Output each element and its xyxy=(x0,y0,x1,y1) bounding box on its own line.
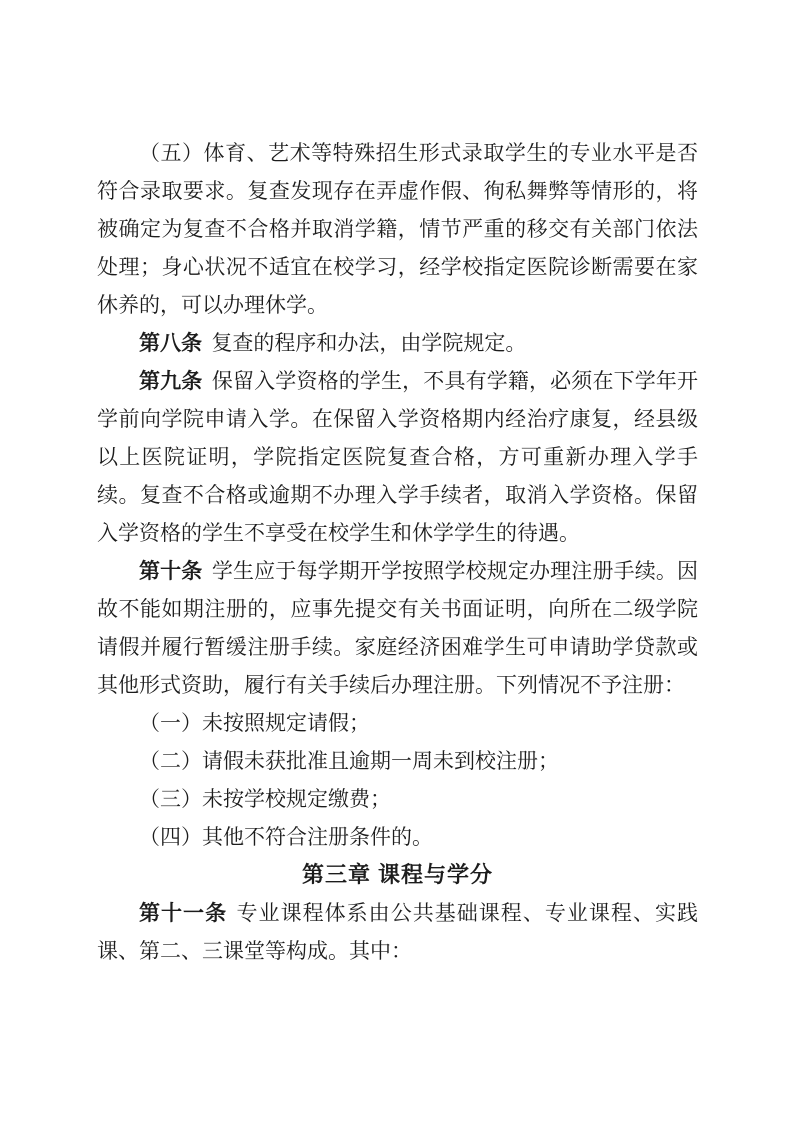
article-9-number: 第九条 xyxy=(139,369,203,393)
document-body xyxy=(97,134,698,970)
paragraph-article-10 xyxy=(97,552,698,704)
article-10-text: 学生应于每学期开学按照学校规定办理注册手续。因故不能如期注册的，应事先提交有关书面证明，向所在二级学院请假并履行暂缓注册手续。家庭经济困难学生可申请助学贷款或其他形式资助，履行有关手续后办理注册。下列情况不予注册： xyxy=(97,559,699,697)
article-11-text: 专业课程体系由公共基础课程、专业课程、实践课、第二、三课堂等构成。其中： xyxy=(97,901,698,963)
paragraph-article-11 xyxy=(97,894,698,970)
chapter-heading: 第三章 课程与学分 xyxy=(301,862,494,887)
paragraph-article-9 xyxy=(97,362,698,552)
article-8-text: 复查的程序和办法，由学院规定。 xyxy=(211,331,527,355)
paragraph-article-8 xyxy=(97,324,698,362)
article-10-number: 第十条 xyxy=(139,559,203,583)
list-item-1: （一）未按照规定请假； xyxy=(139,711,370,735)
list-item-3: （三）未按学校规定缴费； xyxy=(139,787,391,811)
paragraph-item-5 xyxy=(97,134,698,324)
article-11-number: 第十一条 xyxy=(139,901,228,925)
list-item-4: （四）其他不符合注册条件的。 xyxy=(139,825,433,849)
paragraph-item-5-text: （五）体育、艺术等特殊招生形式录取学生的专业水平是否符合录取要求。复查发现存在弄虚作假、徇私舞弊等情形的，将被确定为复查不合格并取消学籍，情节严重的移交有关部门依法处理；身心状况不适宜在校学习，经学校指定医院诊断需要在家休养的，可以办理休学。 xyxy=(97,141,698,317)
list-item-2: （二）请假未获批准且逾期一周未到校注册； xyxy=(139,749,559,773)
article-9-text: 保留入学资格的学生，不具有学籍，必须在下学年开学前向学院申请入学。在保留入学资格期内经治疗康复，经县级以上医院证明，学院指定医院复查合格，方可重新办理入学手续。复查不合格或逾期不办理入学手续者，取消入学资格。保留入学资格的学生不享受在校学生和休学学生的待遇。 xyxy=(97,369,699,545)
article-8-number: 第八条 xyxy=(139,331,202,355)
